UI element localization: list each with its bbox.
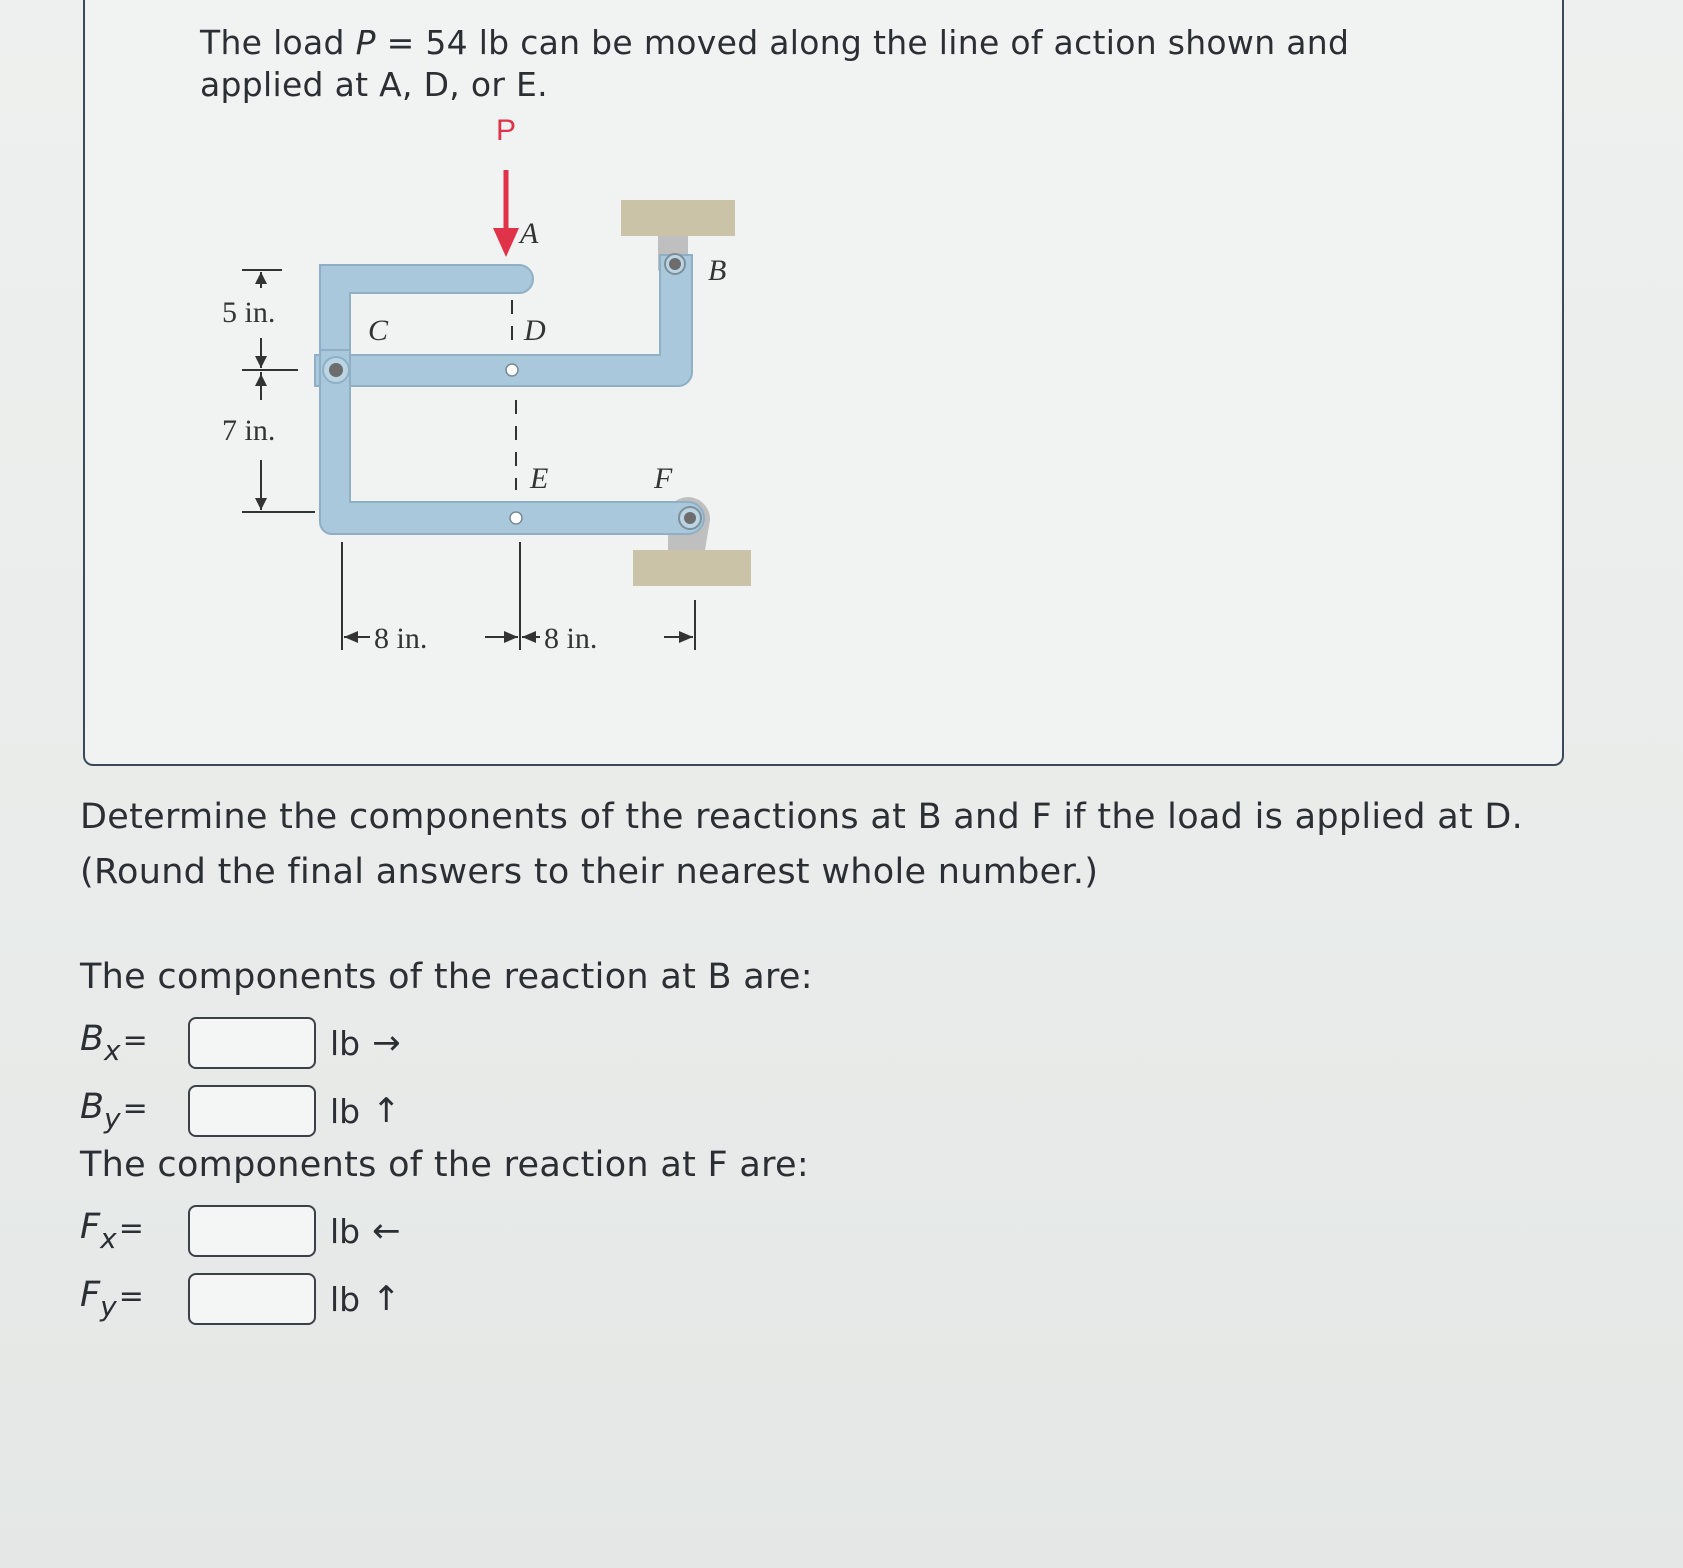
load-arrow-head (493, 228, 519, 257)
question-text: Determine the components of the reactions at B and F if the load is applied at D. (Round the final answers to their nearest whole number.) (80, 797, 1524, 892)
arrow-left-icon: ← (372, 1211, 401, 1251)
input-Fx[interactable] (188, 1205, 316, 1257)
label-D: D (524, 314, 546, 347)
problem-statement (200, 22, 1380, 106)
frame-diagram (200, 110, 760, 655)
load-label: P (496, 114, 517, 147)
input-Bx[interactable] (188, 1017, 316, 1069)
symbol-Bx: $B_x=$ (80, 1019, 148, 1067)
arrow-up-icon: ↑ (372, 1279, 401, 1319)
point-D-marker (506, 364, 518, 376)
row-Bx (80, 1015, 401, 1071)
unit-Fy: lb (330, 1279, 361, 1319)
pin-B-center (669, 258, 681, 270)
row-Fx (80, 1203, 401, 1259)
point-E-marker (510, 512, 522, 524)
row-Fy (80, 1271, 401, 1327)
intro-text: The load (200, 23, 356, 62)
symbol-By: $B_y=$ (80, 1087, 148, 1135)
label-A: A (520, 217, 539, 250)
reaction-B-heading: The components of the reaction at B are: (80, 957, 813, 997)
dim-7in: 7 in. (222, 414, 276, 447)
label-B: B (708, 254, 727, 287)
unit-Bx: lb (330, 1023, 361, 1063)
dim-5in: 5 in. (222, 296, 276, 329)
dim-8in-right: 8 in. (544, 622, 598, 655)
pin-C-center (329, 363, 343, 377)
symbol-Fy: $F_y=$ (80, 1275, 144, 1323)
unit-Fx: lb (330, 1211, 361, 1251)
label-C: C (368, 314, 389, 347)
support-F-ground (633, 550, 751, 586)
reaction-F-heading: The components of the reaction at F are: (80, 1145, 809, 1185)
support-B-ceiling (621, 200, 735, 236)
label-F: F (654, 462, 673, 495)
unit-By: lb (330, 1091, 361, 1131)
member-upper-left (320, 265, 533, 350)
input-Fy[interactable] (188, 1273, 316, 1325)
arrow-up-icon: ↑ (372, 1091, 401, 1131)
pin-F-center (684, 512, 696, 524)
label-E: E (530, 462, 549, 495)
input-By[interactable] (188, 1085, 316, 1137)
dim-8in-left: 8 in. (374, 622, 428, 655)
load-variable: P (355, 23, 376, 62)
intro-text-rest: = 54 lb can be moved along the line of action shown and applied at A, D, or E. (200, 23, 1350, 104)
arrow-right-icon: → (372, 1023, 401, 1063)
row-By (80, 1083, 401, 1139)
symbol-Fx: $F_x=$ (80, 1207, 144, 1255)
